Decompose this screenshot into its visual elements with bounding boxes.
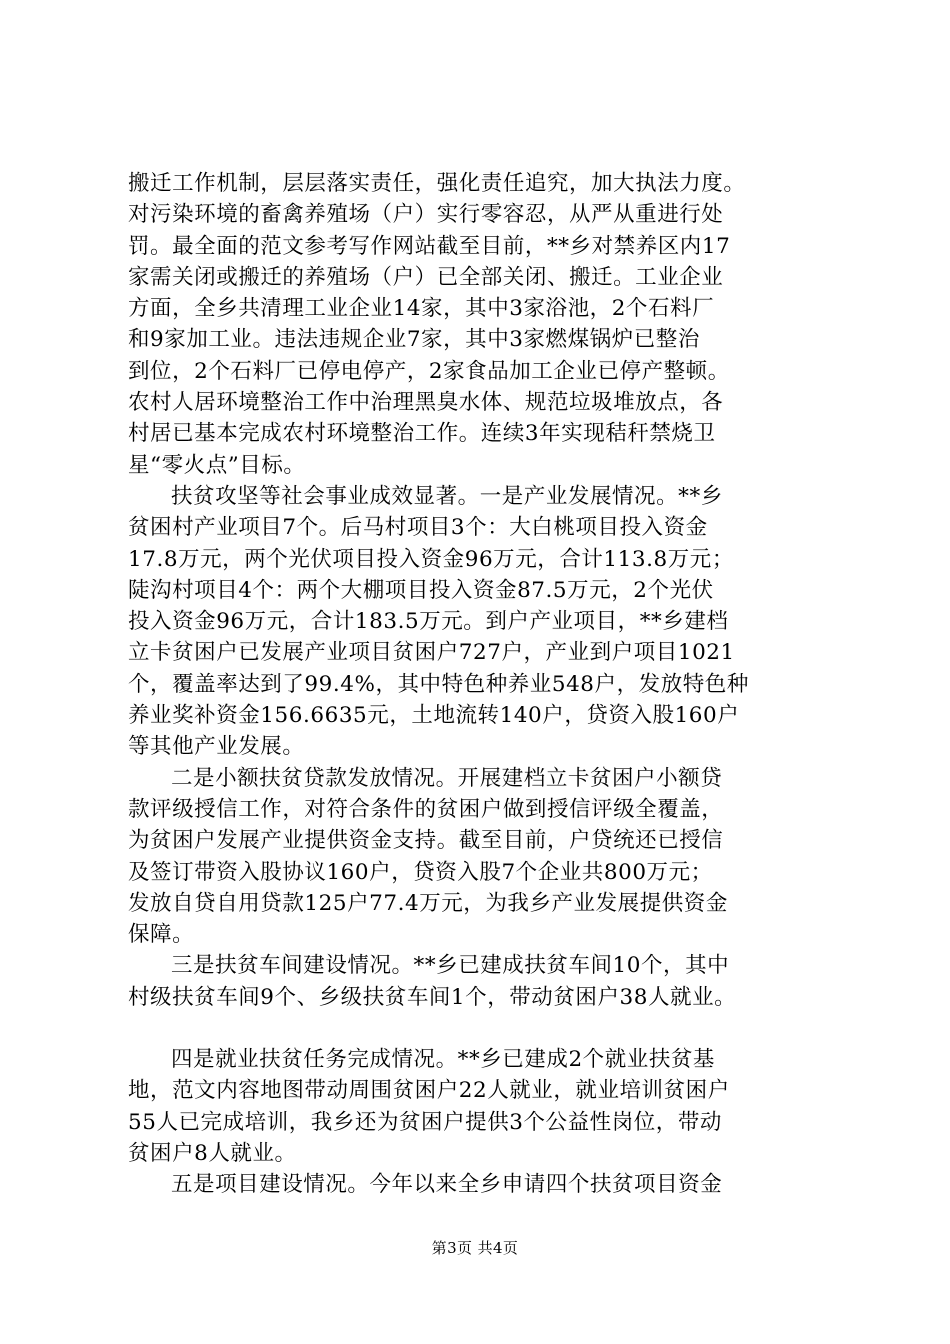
text-line: 立卡贫困户已发展产业项目贫困户727户，产业到户项目1021 xyxy=(128,640,735,666)
text-line: 贫困村产业项目7个。后马村项目3个：大白桃项目投入资金 xyxy=(128,515,708,541)
text-line: 罚。最全面的范文参考写作网站截至目前，**乡对禁养区内17 xyxy=(128,233,731,259)
text-line: 及签订带资入股协议160户，贷资入股7个企业共800万元； xyxy=(128,859,713,885)
paragraph-workshops xyxy=(128,950,836,1013)
paragraph-employment xyxy=(128,1044,836,1169)
text-line: 地，范文内容地图带动周围贫困户22人就业，就业培训贫困户 xyxy=(128,1078,730,1104)
text-line: 陡沟村项目4个：两个大棚项目投入资金87.5万元，2个光伏 xyxy=(128,577,714,603)
page-number-footer: 第3页 共4页 xyxy=(431,1239,519,1257)
paragraph-gap xyxy=(128,1013,836,1044)
text-line: 二是小额扶贫贷款发放情况。开展建档立卡贫困户小额贷 xyxy=(171,765,723,791)
text-line: 到位，2个石料厂已停电停产，2家食品加工企业已停产整顿。 xyxy=(128,358,730,384)
text-line: 17.8万元，两个光伏项目投入资金96万元，合计113.8万元； xyxy=(128,546,734,572)
text-line: 村级扶贫车间9个、乡级扶贫车间1个，带动贫困户38人就业。 xyxy=(128,984,737,1010)
text-line: 养业奖补资金156.6635元，土地流转140户，贷资入股160户 xyxy=(128,703,740,729)
text-line: 四是就业扶贫任务完成情况。**乡已建成2个就业扶贫基 xyxy=(171,1047,715,1073)
text-line: 为贫困户发展产业提供资金支持。截至目前，户贷统还已授信 xyxy=(128,828,724,854)
text-line: 发放自贷自用贷款125户77.4万元，为我乡产业发展提供资金 xyxy=(128,890,728,916)
text-line: 村居已基本完成农村环境整治工作。连续3年实现秸秆禁烧卫 xyxy=(128,421,716,447)
text-line: 对污染环境的畜禽养殖场（户）实行零容忍，从严从重进行处 xyxy=(128,202,724,228)
text-line: 贫困户8人就业。 xyxy=(128,1140,297,1166)
text-line: 农村人居环境整治工作中治理黑臭水体、规范垃圾堆放点，各 xyxy=(128,390,724,416)
text-line: 个，覆盖率达到了99.4%，其中特色种养业548户，发放特色种 xyxy=(128,671,749,697)
text-line: 和9家加工业。违法违规企业7家，其中3家燃煤锅炉已整治 xyxy=(128,327,700,353)
document-body xyxy=(128,168,836,1201)
text-line: 五是项目建设情况。今年以来全乡申请四个扶贫项目资金 xyxy=(171,1172,723,1198)
paragraph-environment xyxy=(128,168,836,481)
text-line: 星“零火点”目标。 xyxy=(128,452,306,478)
text-line: 三是扶贫车间建设情况。**乡已建成扶贫车间10个，其中 xyxy=(171,953,730,979)
paragraph-microloans xyxy=(128,763,836,951)
text-line: 投入资金96万元，合计183.5万元。到户产业项目，**乡建档 xyxy=(128,609,729,635)
paragraph-industry-development xyxy=(128,481,836,763)
text-line: 方面，全乡共清理工业企业14家，其中3家浴池，2个石料厂 xyxy=(128,296,715,322)
text-line: 家需关闭或搬迁的养殖场（户）已全部关闭、搬迁。工业企业 xyxy=(128,264,724,290)
text-line: 保障。 xyxy=(128,922,195,948)
text-line: 55人已完成培训，我乡还为贫困户提供3个公益性岗位，带动 xyxy=(128,1109,722,1135)
text-line: 搬迁工作机制，层层落实责任，强化责任追究，加大执法力度。 xyxy=(128,171,746,196)
text-line: 款评级授信工作，对符合条件的贫困户做到授信评级全覆盖， xyxy=(128,796,724,822)
paragraph-projects xyxy=(128,1169,836,1200)
text-line: 扶贫攻坚等社会事业成效显著。一是产业发展情况。**乡 xyxy=(171,483,723,509)
text-line: 等其他产业发展。 xyxy=(128,734,305,760)
